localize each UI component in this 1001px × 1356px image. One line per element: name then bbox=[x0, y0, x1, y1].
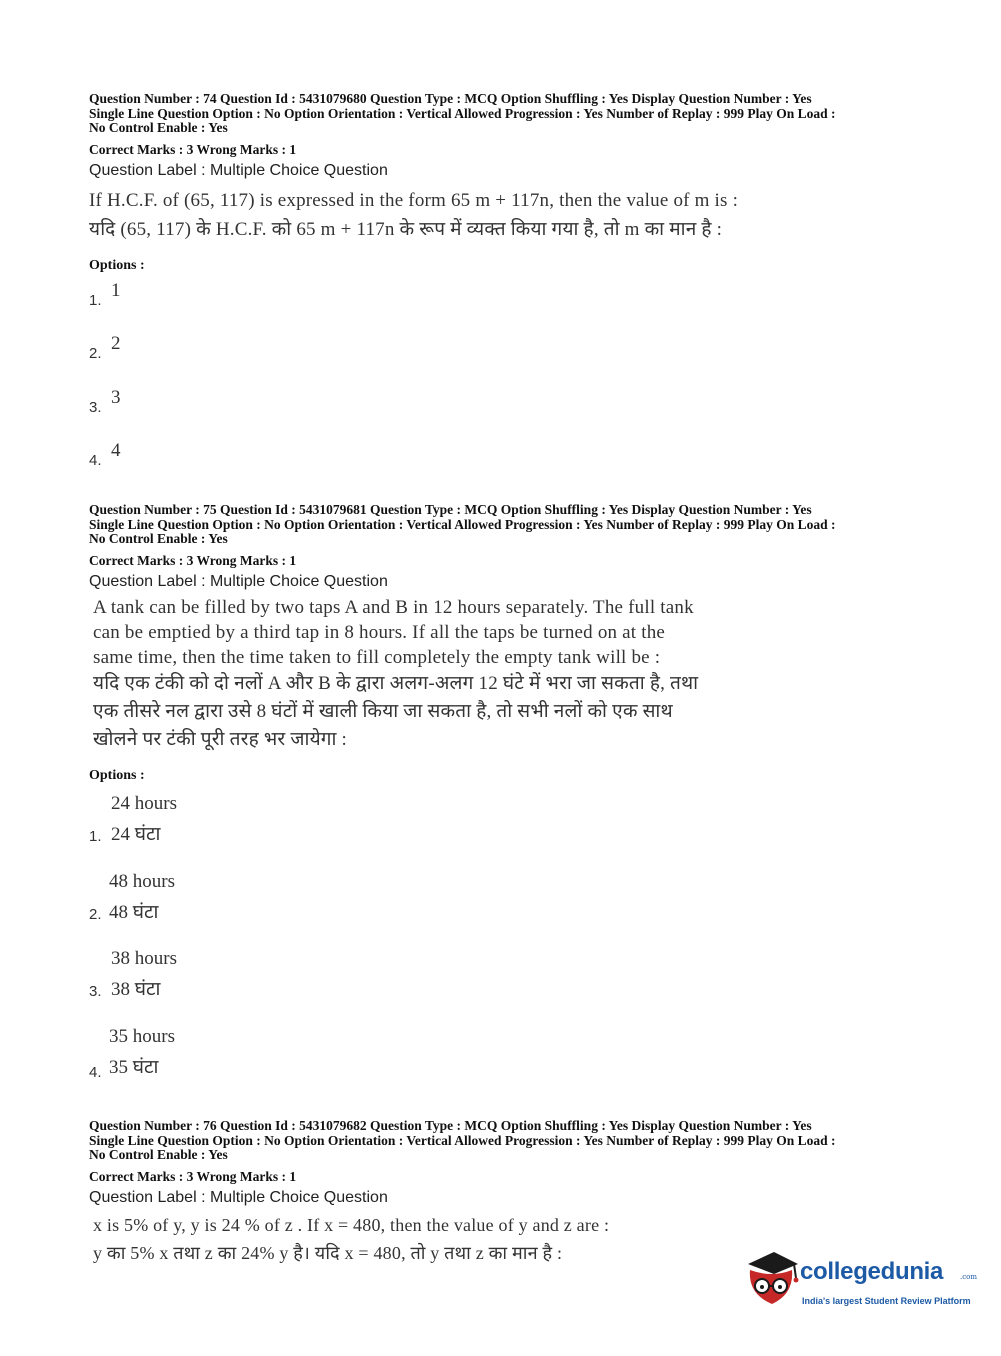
meta-line: No Control Enable : Yes bbox=[89, 120, 228, 135]
stem-line: same time, then the time taken to fill completely the empty tank will be : bbox=[93, 646, 661, 668]
stem-line: A tank can be filled by two taps A and B in 12 hours separately. The full tank bbox=[93, 596, 694, 618]
option-number: 3. bbox=[89, 982, 102, 1000]
option-value-hi: 48 घंटा bbox=[109, 901, 159, 923]
question-meta bbox=[89, 1119, 929, 1163]
question-label: Question Label : Multiple Choice Question bbox=[89, 161, 388, 179]
question-label: Question Label : Multiple Choice Question bbox=[89, 572, 388, 590]
options-title: Options : bbox=[89, 767, 145, 783]
question-label: Question Label : Multiple Choice Question bbox=[89, 1188, 388, 1206]
meta-line: Single Line Question Option : No Option Orientation : Vertical Allowed Progression : Yes Number of Replay : 999 Play On Load : bbox=[89, 516, 836, 532]
meta-line: Question Number : 76 Question Id : 5431079682 Question Type : MCQ Option Shuffling : Yes Display Question Number : Yes bbox=[89, 1118, 812, 1133]
option-number: 1. bbox=[89, 827, 102, 845]
logo-dotcom: .com bbox=[960, 1273, 977, 1281]
option-value-en: 38 hours bbox=[111, 947, 177, 969]
marks: Correct Marks : 3 Wrong Marks : 1 bbox=[89, 141, 297, 157]
options-title: Options : bbox=[89, 257, 145, 273]
meta-line: Single Line Question Option : No Option Orientation : Vertical Allowed Progression : Yes Number of Replay : 999 Play On Load : bbox=[89, 1132, 836, 1148]
option-number: 2. bbox=[89, 905, 102, 923]
question-meta bbox=[89, 503, 929, 547]
logo-tagline: India's largest Student Review Platform bbox=[802, 1296, 971, 1306]
stem-line: यदि (65, 117) के H.C.F. को 65 m + 117n के रूप में व्यक्त किया गया है, तो m का मान है : bbox=[89, 218, 723, 240]
stem-line: यदि एक टंकी को दो नलों A और B के द्वारा अलग-अलग 12 घंटे में भरा जा सकता है, तथा bbox=[93, 672, 699, 694]
stem-line: x is 5% of y, y is 24 % of z . If x = 480, then the value of y and z are : bbox=[93, 1214, 610, 1235]
logo-wordmark: collegedunia bbox=[800, 1258, 944, 1285]
option-number: 4. bbox=[89, 1063, 102, 1081]
collegedunia-logo bbox=[742, 1250, 977, 1310]
stem-line: If H.C.F. of (65, 117) is expressed in the form 65 m + 117n, then the value of m is : bbox=[89, 189, 739, 211]
meta-line: Question Number : 74 Question Id : 5431079680 Question Type : MCQ Option Shuffling : Yes Display Question Number : Yes bbox=[89, 91, 812, 106]
stem-line: खोलने पर टंकी पूरी तरह भर जायेगा : bbox=[93, 728, 348, 750]
question-76 bbox=[89, 1119, 929, 1267]
question-stem bbox=[89, 186, 929, 244]
meta-line: Single Line Question Option : No Option Orientation : Vertical Allowed Progression : Yes Number of Replay : 999 Play On Load : bbox=[89, 105, 836, 121]
stem-line: can be emptied by a third tap in 8 hours. If all the taps be turned on at the bbox=[93, 621, 666, 643]
option-value-en: 48 hours bbox=[109, 870, 175, 892]
options-list bbox=[89, 274, 929, 474]
question-stem bbox=[93, 595, 929, 754]
stem-line: y का 5% x तथा z का 24% y है। यदि x = 480, तो y तथा z का मान है : bbox=[93, 1242, 563, 1263]
meta-line: No Control Enable : Yes bbox=[89, 531, 228, 546]
option-value-en: 35 hours bbox=[109, 1025, 175, 1047]
mascot-icon bbox=[742, 1250, 802, 1310]
marks: Correct Marks : 3 Wrong Marks : 1 bbox=[89, 1168, 297, 1184]
options-list bbox=[89, 784, 929, 1084]
option-number: 3. bbox=[89, 398, 102, 416]
question-75 bbox=[89, 503, 929, 1084]
option-number: 1. bbox=[89, 291, 102, 309]
meta-line: No Control Enable : Yes bbox=[89, 1147, 228, 1162]
option-value: 1 bbox=[111, 279, 121, 301]
option-number: 4. bbox=[89, 451, 102, 469]
question-74 bbox=[89, 92, 929, 474]
question-meta bbox=[89, 92, 929, 136]
option-value: 4 bbox=[111, 439, 121, 461]
option-value-hi: 38 घंटा bbox=[111, 978, 161, 1000]
option-value-en: 24 hours bbox=[111, 792, 177, 814]
option-value: 3 bbox=[111, 386, 121, 408]
option-value: 2 bbox=[111, 332, 121, 354]
option-value-hi: 35 घंटा bbox=[109, 1056, 159, 1078]
stem-line: एक तीसरे नल द्वारा उसे 8 घंटों में खाली किया जा सकता है, तो सभी नलों को एक साथ bbox=[93, 700, 673, 722]
option-value-hi: 24 घंटा bbox=[111, 823, 161, 845]
option-number: 2. bbox=[89, 344, 102, 362]
meta-line: Question Number : 75 Question Id : 5431079681 Question Type : MCQ Option Shuffling : Yes Display Question Number : Yes bbox=[89, 502, 812, 517]
marks: Correct Marks : 3 Wrong Marks : 1 bbox=[89, 552, 297, 568]
